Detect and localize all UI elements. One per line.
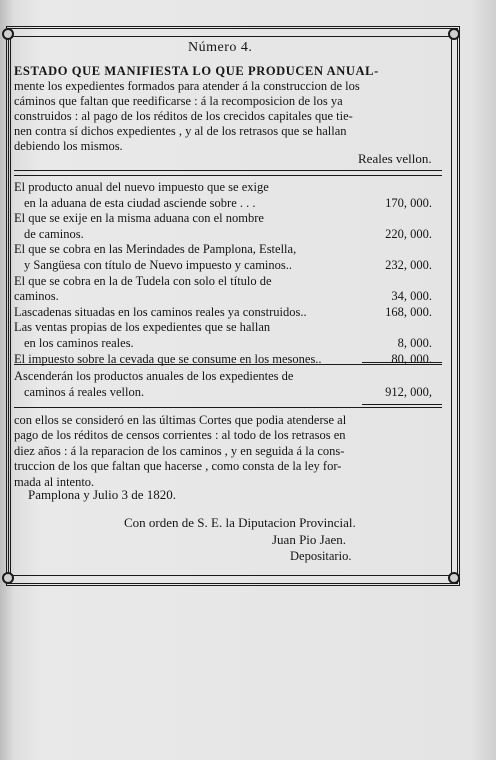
item-line: [14, 289, 446, 305]
items-list: [14, 180, 446, 367]
item-text: de caminos.: [24, 226, 84, 241]
closing-line: truccion de los que faltan que hacerse , como consta de la ley for-: [14, 459, 342, 474]
rule: [14, 364, 442, 365]
item-text: en la aduana de esta ciudad asciende sobre . . .: [24, 195, 256, 210]
closing-line: diez años : á la reparacion de los caminos , y en seguida á la cons-: [14, 443, 345, 458]
item-line: [14, 320, 446, 336]
date-line: Pamplona y Julio 3 de 1820.: [28, 487, 177, 502]
total-text: caminos á reales vellon.: [24, 384, 145, 399]
closing-paragraph: [14, 413, 446, 490]
heading-line: debiendo los mismos.: [14, 139, 123, 153]
item-value: 220, 000.: [385, 226, 432, 241]
item-line: [14, 211, 446, 227]
item-text: El impuesto sobre la cevada que se consume en los mesones..: [14, 351, 322, 366]
signature-authority: Con orden de S. E. la Diputacion Provincial.: [124, 515, 356, 530]
heading-line: construidos : al pago de los réditos de los crecidos capitales que tie-: [14, 109, 353, 123]
item-value: 34, 000.: [391, 289, 432, 304]
corner-ornament: [2, 28, 14, 40]
item-line: [14, 305, 446, 321]
total-line: [14, 369, 446, 385]
item-line: [14, 242, 446, 258]
column-header: Reales vellon.: [358, 151, 432, 166]
item-text: El que se exije en la misma aduana con el nombre: [14, 211, 264, 226]
heading-line: nen contra sí dichos expedientes , y al de los retrasos que se hallan: [14, 124, 347, 138]
heading: [14, 64, 446, 154]
item-value: 168, 000.: [385, 304, 432, 319]
corner-ornament: [448, 28, 460, 40]
heading-line: cáminos que faltan que reedificarse : á la recomposicion de los ya: [14, 94, 343, 108]
total-text: Ascenderán los productos anuales de los expedientes de: [14, 369, 294, 383]
heading-line: mente los expedientes formados para atender á la construccion de los: [14, 79, 360, 93]
item-text: Lascadenas situadas en los caminos reales ya construidos..: [14, 304, 307, 319]
item-text: El que se cobra en la de Tudela con solo el título de: [14, 273, 272, 288]
closing-line: pago de los réditos de censos corrientes : al todo de los retrasos en: [14, 428, 346, 443]
rule: [14, 170, 442, 171]
total-block: [14, 369, 446, 400]
signature-title: Depositario.: [290, 549, 352, 563]
closing-line: con ellos se consideró en las últimas Cortes que podia atenderse al: [14, 413, 347, 427]
item-line: [14, 274, 446, 290]
item-text: y Sangüesa con título de Nuevo impuesto y caminos..: [24, 257, 293, 272]
corner-ornament: [448, 572, 460, 584]
item-text: El que se cobra en las Merindades de Pamplona, Estella,: [14, 242, 297, 257]
item-line: [14, 196, 446, 212]
total-line: [14, 385, 446, 401]
item-line: [14, 180, 446, 196]
item-line: [14, 258, 446, 274]
rule: [14, 407, 442, 408]
item-text: caminos.: [14, 289, 59, 304]
item-text: Las ventas propias de los expedientes que se hallan: [14, 320, 271, 335]
item-value: 232, 000.: [385, 257, 432, 272]
item-line: [14, 336, 446, 352]
heading-line: ESTADO QUE MANIFIESTA LO QUE PRODUCEN ANUAL-: [14, 64, 379, 78]
item-value: 80, 000.: [391, 351, 432, 366]
sum-rule: [362, 362, 442, 363]
item-text: en los caminos reales.: [24, 335, 134, 350]
closing-line: mada al intento.: [14, 474, 95, 489]
signature-name: Juan Pio Jaen.: [272, 532, 347, 547]
rule: [14, 175, 442, 176]
sum-rule: [362, 404, 442, 405]
total-value: 912, 000,: [385, 384, 432, 399]
item-value: 170, 000.: [385, 195, 432, 210]
corner-ornament: [2, 572, 14, 584]
item-text: El producto anual del nuevo impuesto que se exige: [14, 180, 269, 194]
item-value: 8, 000.: [397, 335, 432, 350]
document-number: Número 4.: [188, 40, 253, 55]
item-line: [14, 227, 446, 243]
